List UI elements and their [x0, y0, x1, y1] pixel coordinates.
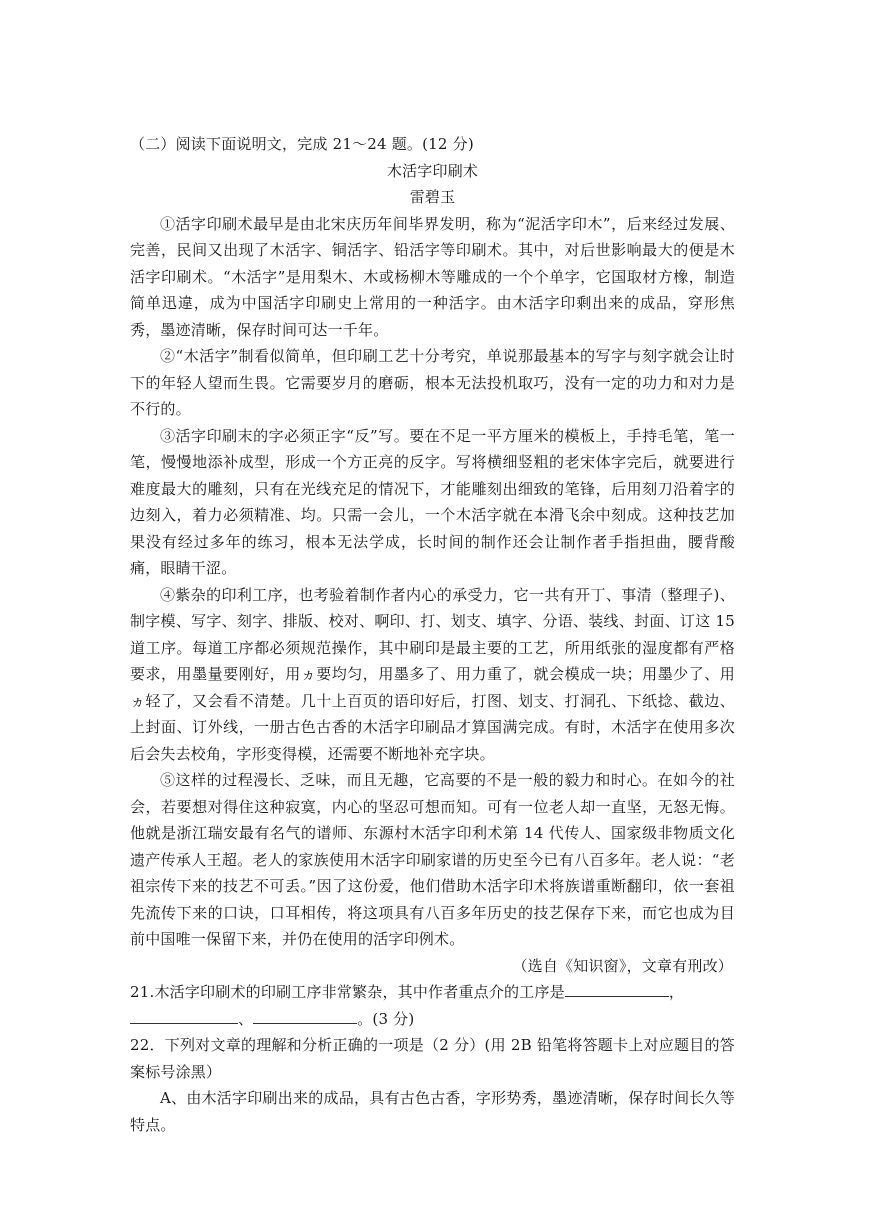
- question-21-sep1: ，: [668, 983, 685, 1001]
- article-author: 雷碧玉: [409, 188, 456, 206]
- answer-blank-2[interactable]: [130, 1008, 238, 1024]
- question-21-sep2: 、: [238, 1009, 254, 1028]
- paragraph-1: ①活字印刷术最早是由北宋庆历年间毕界发明，称为“泥活字印木”，后来经过发展、完善，民间又出现了木活字、铜活字、铅活字等印刷术。其中，对后世影响最大的便是木活字印刷术。“木活字”是用梨木、木或杨柳木等雕成的一个个单字，它国取材方橡，制造简单迅違，成为中国活字印刷史上常用的一种活字。由木活字印剩出来的成品，穿形焦秀，墨迹清晰，保存时间可达一千年。: [130, 214, 735, 339]
- question-21-text: 21.木活字印刷术的印刷工序非常繁杂，其中作者重点介的工序是: [130, 983, 565, 1001]
- paragraph-4: ④紫杂的印利工序，也考验着制作者内心的承受力，它一共有开丁、事清（整理子)、制字模、写字、刻字、排版、校对、啊印、打、划支、填字、分语、装线、封面、订这 15 道工序。每道工序都必须规范操作，其中刷印是最主要的工艺，所用纸张的湿度都有严格要求，用墨量要刚好，用ヵ要均匀，用墨多了、用力重了，就会模成一块；用墨少了、用ヵ轻了，又会看不清楚。几十上百页的语印好后，打图、划支、打洞孔、下纸捻、截边、上封面、订外线，一册古色古香的木活字印刷品才算国满完成。有时，木活字在使用多次后会失去校角，字形变得模，还需要不断地补充字块。: [130, 585, 735, 763]
- paragraph-5: ⑤这样的过程漫长、乏味，而且无趣，它高要的不是一般的毅力和时心。在如今的社会，若要想对得住这种寂寞，内心的坚忍可想而知。可有一位老人却一直坚，无怒无悔。他就是浙江瑞安最有名气的谱师、东源村木活字印利术第 14 代传人、国家级非物质文化遗产传承人王超。老人的家族使用木活字印刷家谱的历史至今已有八百多年。老人说：“老祖宗传下来的技艺不可丢。”因了这份爱，他们借助木活字印术将族谱重断翻印，依一套祖先流传下来的口诀，口耳相传，将这项具有八百多年历史的技艺保存下来，而它也成为目前中国唯一保留下来，并仍在使用的活字印例术。: [130, 771, 735, 948]
- article-title: 木活字印刷术: [386, 161, 479, 180]
- article-source: （选自《知识窗》，文章有刑改）: [512, 956, 733, 975]
- paragraph-3: ③活字印刷末的字必须正字“反”写。要在不足一平方厘米的模板上，手持毛笔，笔一笔，慢慢地添补成型，形成一个方正亮的反字。写将横细竖粗的老宋体字完后，就要进行难度最大的雕刻，只有在光线充足的情况下，才能雕刻出细致的笔锋，后用刻刀沿着字的边刻入，着力必须精准、均。只需一会儿，一个木活字就在本滑飞余中刻成。这种技艺加果没有经过多年的练习，根本无法学成，长时间的制作还会让制作者手指担曲，腰背酸痛，眼睛干涩。: [130, 426, 735, 577]
- question-21-end: 。(3 分): [357, 1009, 415, 1028]
- answer-blank-1[interactable]: [565, 981, 669, 997]
- reading-section: [130, 131, 735, 1138]
- question-22-option-a: A、由木活字印刷出来的成品，具有古色古香，字形势秀，墨迹清晰，保存时间长久等特点。: [130, 1089, 735, 1134]
- question-21: [130, 979, 735, 1032]
- paragraph-2: ②“木活字”制看似简单，但印刷工艺十分考究，单说那最基本的写字与刻字就会让时下的年轻人望而生畏。它需要岁月的磨砺，根本无法投机取巧，没有一定的功力和对力是不行的。: [130, 347, 735, 418]
- question-22: 22．下列对文章的理解和分析正确的一项是（2 分）(用 2B 铅笔将答题卡上对应题目的答案标号涂黑）: [130, 1036, 735, 1081]
- section-header: （二）阅读下面说明文，完成 21～24 题。(12 分): [130, 135, 474, 153]
- answer-blank-3[interactable]: [253, 1008, 357, 1024]
